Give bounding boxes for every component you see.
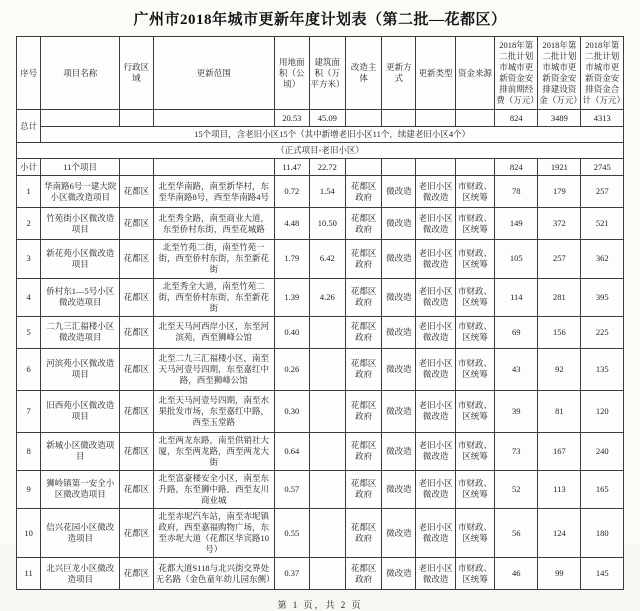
- cell-source: [455, 159, 494, 176]
- cell-pre-expense: 43: [495, 348, 538, 390]
- cell-district: [120, 110, 153, 127]
- cell-building-area: [309, 470, 345, 508]
- cell-method: 微改造: [382, 176, 416, 208]
- cell-method: [382, 110, 416, 127]
- cell-serial: 3: [17, 240, 41, 278]
- cell-total-fund: 395: [581, 278, 624, 316]
- cell-source: 市财政、区统筹: [455, 240, 494, 278]
- cell-total-fund: 257: [581, 176, 624, 208]
- cell-project-name: 北兴巨龙小区微改造项目: [41, 558, 120, 590]
- cell-subject: 花都区政府: [345, 470, 381, 508]
- cell-subject: [345, 159, 381, 176]
- table-row: [17, 558, 624, 590]
- cell-land-area: 0.37: [274, 558, 309, 590]
- cell-type: 老旧小区微改造: [416, 558, 455, 590]
- cell-building-area: 1.54: [309, 176, 345, 208]
- cell-subject: 花都区政府: [345, 240, 381, 278]
- cell-total-label: 总计: [17, 110, 41, 143]
- cell-scope: 北至华南路，南至新华村，东至华南路8号，西至华南路4号: [153, 176, 274, 208]
- cell-district: 花都区: [120, 316, 153, 348]
- cell-land-area: 0.40: [274, 316, 309, 348]
- cell-building-area: [309, 316, 345, 348]
- cell-pre-expense: 46: [495, 558, 538, 590]
- cell-construction-fund: 92: [538, 348, 581, 390]
- cell-building-area: [309, 558, 345, 590]
- cell-method: 微改造: [382, 432, 416, 470]
- cell-project-name: [41, 110, 120, 127]
- cell-source: 市财政、区统筹: [455, 390, 494, 432]
- col-header-building-area: 建筑面积（万平方米）: [309, 37, 345, 110]
- cell-total-fund: 240: [581, 432, 624, 470]
- cell-construction-fund: 281: [538, 278, 581, 316]
- cell-subject: [345, 110, 381, 127]
- cell-total-fund: 145: [581, 558, 624, 590]
- cell-construction-fund: 99: [538, 558, 581, 590]
- cell-source: 市财政、区统筹: [455, 176, 494, 208]
- table-row: [17, 508, 624, 557]
- cell-source: 市财政、区统筹: [455, 558, 494, 590]
- cell-district: 花都区: [120, 176, 153, 208]
- cell-pre-expense: 78: [495, 176, 538, 208]
- cell-land-area: 1.39: [274, 278, 309, 316]
- cell-scope: 北至秀全路，南至商业大道，东至侨村东街，西至花城路: [153, 208, 274, 240]
- cell-pre-expense: 52: [495, 470, 538, 508]
- cell-project-name: 信兴花园小区微改造项目: [41, 508, 120, 557]
- cell-serial: 4: [17, 278, 41, 316]
- col-header-serial: 序号: [17, 37, 41, 110]
- cell-total-fund: 4313: [581, 110, 624, 127]
- cell-building-area: [309, 348, 345, 390]
- cell-method: 微改造: [382, 240, 416, 278]
- cell-construction-fund: 113: [538, 470, 581, 508]
- cell-construction-fund: 257: [538, 240, 581, 278]
- cell-scope: 北至赤坭汽车站，南至赤坭镇政府，西至嘉福购物广场，东至赤坭大道（花都区华宾路10号）: [153, 508, 274, 557]
- cell-type: [416, 110, 455, 127]
- cell-serial: 8: [17, 432, 41, 470]
- cell-pre-expense: 114: [495, 278, 538, 316]
- cell-total-fund: 225: [581, 316, 624, 348]
- cell-type: 老旧小区微改造: [416, 348, 455, 390]
- cell-land-area: 0.57: [274, 470, 309, 508]
- cell-district: 花都区: [120, 348, 153, 390]
- cell-source: 市财政、区统筹: [455, 470, 494, 508]
- cell-serial: 10: [17, 508, 41, 557]
- cell-project-name: 新城小区微改造项目: [41, 432, 120, 470]
- page-indicator: 第 1 页，共 2 页: [277, 600, 363, 611]
- cell-pre-expense: 69: [495, 316, 538, 348]
- cell-scope: [153, 110, 274, 127]
- cell-type: 老旧小区微改造: [416, 176, 455, 208]
- cell-subject: 花都区政府: [345, 208, 381, 240]
- cell-method: 微改造: [382, 208, 416, 240]
- col-header-preliminary-expense: 2018年第二批计划市城市更新资金安排前期经费（万元）: [495, 37, 538, 110]
- cell-district: 花都区: [120, 278, 153, 316]
- cell-land-area: 20.53: [274, 110, 309, 127]
- header-row: [17, 37, 624, 110]
- cell-land-area: 0.30: [274, 390, 309, 432]
- cell-method: 微改造: [382, 348, 416, 390]
- table-row: [17, 176, 624, 208]
- cell-type: 老旧小区微改造: [416, 208, 455, 240]
- cell-building-area: [309, 432, 345, 470]
- cell-pre-expense: 824: [495, 110, 538, 127]
- cell-district: 花都区: [120, 240, 153, 278]
- cell-subject: 花都区政府: [345, 558, 381, 590]
- cell-method: 微改造: [382, 278, 416, 316]
- col-header-project-name: 项目名称: [41, 37, 120, 110]
- cell-method: 微改造: [382, 470, 416, 508]
- cell-district: 花都区: [120, 390, 153, 432]
- cell-building-area: 6.42: [309, 240, 345, 278]
- table-row: [17, 432, 624, 470]
- table-row: [17, 316, 624, 348]
- cell-construction-fund: 3489: [538, 110, 581, 127]
- cell-serial: 6: [17, 348, 41, 390]
- cell-scope: 北至二九三汇福楼小区，南至天马河壹号四期，东至嘉红中路，西至狮峰公馆: [153, 348, 274, 390]
- table-body: [17, 110, 624, 590]
- cell-subject: 花都区政府: [345, 278, 381, 316]
- cell-type: 老旧小区微改造: [416, 278, 455, 316]
- col-header-renewal-type: 更新类型: [416, 37, 455, 110]
- cell-subject: 花都区政府: [345, 390, 381, 432]
- cell-pre-expense: 56: [495, 508, 538, 557]
- col-header-renovation-subject: 改造主体: [345, 37, 381, 110]
- cell-subject: 花都区政府: [345, 316, 381, 348]
- cell-scope: 北至天马河西岸小区，东至河滨苑，西至狮峰公馆: [153, 316, 274, 348]
- cell-source: 市财政、区统筹: [455, 316, 494, 348]
- cell-land-area: 1.79: [274, 240, 309, 278]
- cell-building-area: 45.09: [309, 110, 345, 127]
- cell-total-fund: 2745: [581, 159, 624, 176]
- cell-method: 微改造: [382, 390, 416, 432]
- cell-land-area: 0.64: [274, 432, 309, 470]
- cell-subject: 花都区政府: [345, 432, 381, 470]
- cell-total-fund: 120: [581, 390, 624, 432]
- cell-type: [416, 159, 455, 176]
- cell-building-area: 22.72: [309, 159, 345, 176]
- cell-scope: 北至两龙东路，南至供销社大厦，东至两龙路，西至两龙大街: [153, 432, 274, 470]
- cell-method: [382, 159, 416, 176]
- table-row: [17, 470, 624, 508]
- cell-total-fund: 135: [581, 348, 624, 390]
- cell-project-name: 竹苑街小区微改造项目: [41, 208, 120, 240]
- cell-construction-fund: 372: [538, 208, 581, 240]
- cell-source: 市财政、区统筹: [455, 432, 494, 470]
- cell-construction-fund: 167: [538, 432, 581, 470]
- cell-total-fund: 521: [581, 208, 624, 240]
- cell-subtotal-label: 小计: [17, 159, 41, 176]
- cell-serial: 1: [17, 176, 41, 208]
- cell-source: 市财政、区统筹: [455, 278, 494, 316]
- document-title: 广州市2018年城市更新年度计划表（第二批—花都区）: [133, 12, 507, 28]
- cell-subject: 花都区政府: [345, 508, 381, 557]
- cell-district: 花都区: [120, 208, 153, 240]
- cell-district: 花都区: [120, 432, 153, 470]
- cell-pre-expense: 149: [495, 208, 538, 240]
- cell-scope: 北至富豪楼安全小区，南至东升路，东至狮中路，西至友川商业城: [153, 470, 274, 508]
- col-header-construction-fund: 2018年第二批计划市城市更新资金安排建设资金（万元）: [538, 37, 581, 110]
- cell-district: 花都区: [120, 470, 153, 508]
- cell-type: 老旧小区微改造: [416, 240, 455, 278]
- cell-land-area: 11.47: [274, 159, 309, 176]
- table-row: [17, 240, 624, 278]
- cell-type: 老旧小区微改造: [416, 316, 455, 348]
- cell-scope: 北至秀全大道，南至竹苑二街，西至侨村东街，东至新花街: [153, 278, 274, 316]
- col-header-land-area: 用地面积（公顷）: [274, 37, 309, 110]
- cell-total-fund: 362: [581, 240, 624, 278]
- cell-pre-expense: 73: [495, 432, 538, 470]
- cell-project-name: 二九三汇福楼小区微改造项目: [41, 316, 120, 348]
- cell-source: 市财政、区统筹: [455, 348, 494, 390]
- cell-serial: 11: [17, 558, 41, 590]
- cell-serial: 5: [17, 316, 41, 348]
- cell-construction-fund: 1921: [538, 159, 581, 176]
- cell-type: 老旧小区微改造: [416, 508, 455, 557]
- cell-source: [455, 110, 494, 127]
- cell-project-name: 侨村东1—5号小区微改造项目: [41, 278, 120, 316]
- total-note-row: [17, 127, 624, 143]
- total-row: [17, 110, 624, 127]
- table-row: [17, 208, 624, 240]
- cell-land-area: 0.55: [274, 508, 309, 557]
- cell-pre-expense: 39: [495, 390, 538, 432]
- cell-source: 市财政、区统筹: [455, 208, 494, 240]
- cell-method: 微改造: [382, 558, 416, 590]
- cell-construction-fund: 179: [538, 176, 581, 208]
- cell-project-name: 狮岭镇第一安全小区微改造项目: [41, 470, 120, 508]
- cell-subject: 花都区政府: [345, 348, 381, 390]
- cell-project-name: 华南路6号一建大院小区微改造项目: [41, 176, 120, 208]
- cell-project-name: 新花苑小区微改造项目: [41, 240, 120, 278]
- cell-type: 老旧小区微改造: [416, 432, 455, 470]
- cell-total-fund: 180: [581, 508, 624, 557]
- cell-construction-fund: 124: [538, 508, 581, 557]
- col-header-scope: 更新范围: [153, 37, 274, 110]
- cell-scope: [153, 159, 274, 176]
- col-header-district: 行政区域: [120, 37, 153, 110]
- col-header-funding-source: 资金来源: [455, 37, 494, 110]
- cell-district: [120, 159, 153, 176]
- cell-land-area: 4.48: [274, 208, 309, 240]
- cell-land-area: 0.26: [274, 348, 309, 390]
- table-row: [17, 348, 624, 390]
- cell-building-area: [309, 390, 345, 432]
- section-row: [17, 143, 624, 159]
- cell-building-area: 4.26: [309, 278, 345, 316]
- cell-project-name: 11个项目: [41, 159, 120, 176]
- cell-project-name: 河滨苑小区微改造项目: [41, 348, 120, 390]
- cell-source: 市财政、区统筹: [455, 508, 494, 557]
- cell-method: 微改造: [382, 508, 416, 557]
- cell-type: 老旧小区微改造: [416, 470, 455, 508]
- cell-total-fund: 165: [581, 470, 624, 508]
- cell-method: 微改造: [382, 316, 416, 348]
- table-row: [17, 390, 624, 432]
- cell-building-area: [309, 508, 345, 557]
- cell-land-area: 0.72: [274, 176, 309, 208]
- plan-table: [16, 36, 624, 590]
- table-row: [17, 278, 624, 316]
- cell-building-area: 10.50: [309, 208, 345, 240]
- cell-pre-expense: 105: [495, 240, 538, 278]
- cell-section-label: （正式项目-老旧小区）: [17, 143, 624, 159]
- cell-scope: 北至天马河壹号四期，南至水果批发市场，东至嘉红中路，西至玉堂路: [153, 390, 274, 432]
- cell-district: 花都区: [120, 558, 153, 590]
- cell-construction-fund: 156: [538, 316, 581, 348]
- cell-scope: 北至竹苑二街，南至竹苑一街，西至侨村东街，东至新花街: [153, 240, 274, 278]
- cell-serial: 7: [17, 390, 41, 432]
- cell-type: 老旧小区微改造: [416, 390, 455, 432]
- cell-serial: 2: [17, 208, 41, 240]
- cell-construction-fund: 81: [538, 390, 581, 432]
- cell-project-name: 旧西苑小区微改造项目: [41, 390, 120, 432]
- cell-district: 花都区: [120, 508, 153, 557]
- col-header-total-fund: 2018年第二批计划市城市更新资金安排资金合计（万元）: [581, 37, 624, 110]
- cell-scope: 花都大道S118与北兴街交界处无名路（金色童年幼儿园东侧）: [153, 558, 274, 590]
- cell-pre-expense: 824: [495, 159, 538, 176]
- subtotal-row: [17, 159, 624, 176]
- col-header-renewal-method: 更新方式: [382, 37, 416, 110]
- cell-subject: 花都区政府: [345, 176, 381, 208]
- cell-serial: 9: [17, 470, 41, 508]
- cell-total-note: 15个项目，含老旧小区15个（其中新增老旧小区11个，续建老旧小区4个）: [41, 127, 624, 143]
